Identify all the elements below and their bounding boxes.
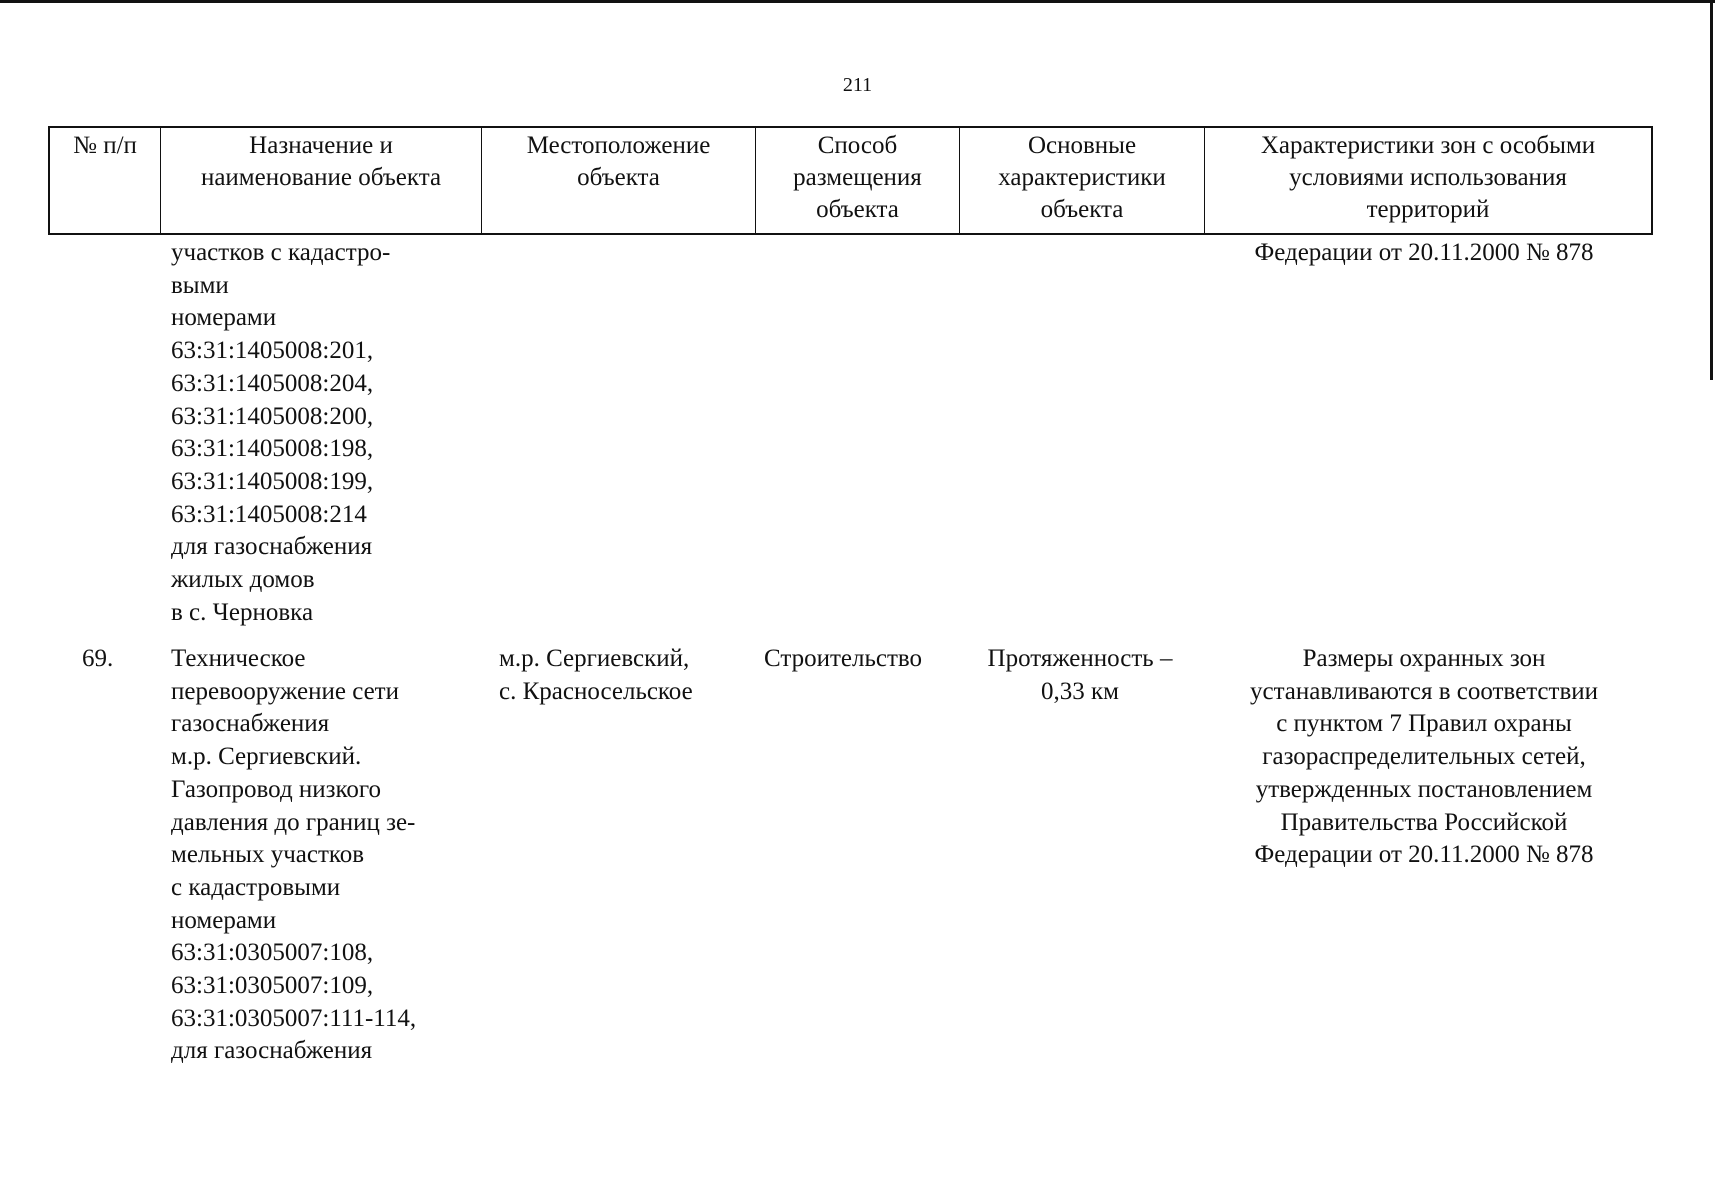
page-number: 211 [842,74,873,96]
row-69-name: Техническое перевооружение сети газоснабжения м.р. Сергиевский. Газопровод низкого давления до границ зе- мельных участков с кадастровыми номерами 63:31:0305007:108, 63:31:0305007:109, 63:31:0305007:111-114, для газоснабжения [171,645,417,1065]
header-location [482,128,756,233]
page-right-edge [1710,0,1713,380]
row-69-location: м.р. Сергиевский, с. Красносельское [499,645,693,705]
header-number-label: № п/п [73,132,137,159]
row-69-characteristics: Протяженность – 0,33 км [987,645,1173,705]
page-top-border [0,0,1715,3]
row-69-method: Строительство [764,645,923,672]
row-69-number: 69. [82,645,114,672]
header-method-label: Способ размещения объекта [793,132,922,223]
header-zones [1205,128,1651,233]
header-zones-label: Характеристики зон с особыми условиями использования территорий [1260,132,1596,223]
row-continued-name: участков с кадастро- выми номерами 63:31:1405008:201, 63:31:1405008:204, 63:31:1405008:200, 63:31:1405008:198, 63:31:1405008:199, 63:31:1405008:214 для газоснабжения жилых домов в с. Черновка [171,239,391,626]
header-characteristics [960,128,1205,233]
header-method [756,128,960,233]
header-name [161,128,482,233]
table-header [48,126,1653,235]
row-continued-zones: Федерации от 20.11.2000 № 878 [1254,239,1594,266]
header-location-label: Местоположение объекта [526,132,711,191]
header-characteristics-label: Основные характеристики объекта [998,132,1166,223]
header-number [50,128,161,233]
row-69-zones: Размеры охранных зон устанавливаются в соответствии с пунктом 7 Правил охраны газораспределительных сетей, утвержденных постановлением Правительства Российской Федерации от 20.11.2000 № 878 [1249,645,1599,869]
header-name-label: Назначение и наименование объекта [200,132,442,191]
